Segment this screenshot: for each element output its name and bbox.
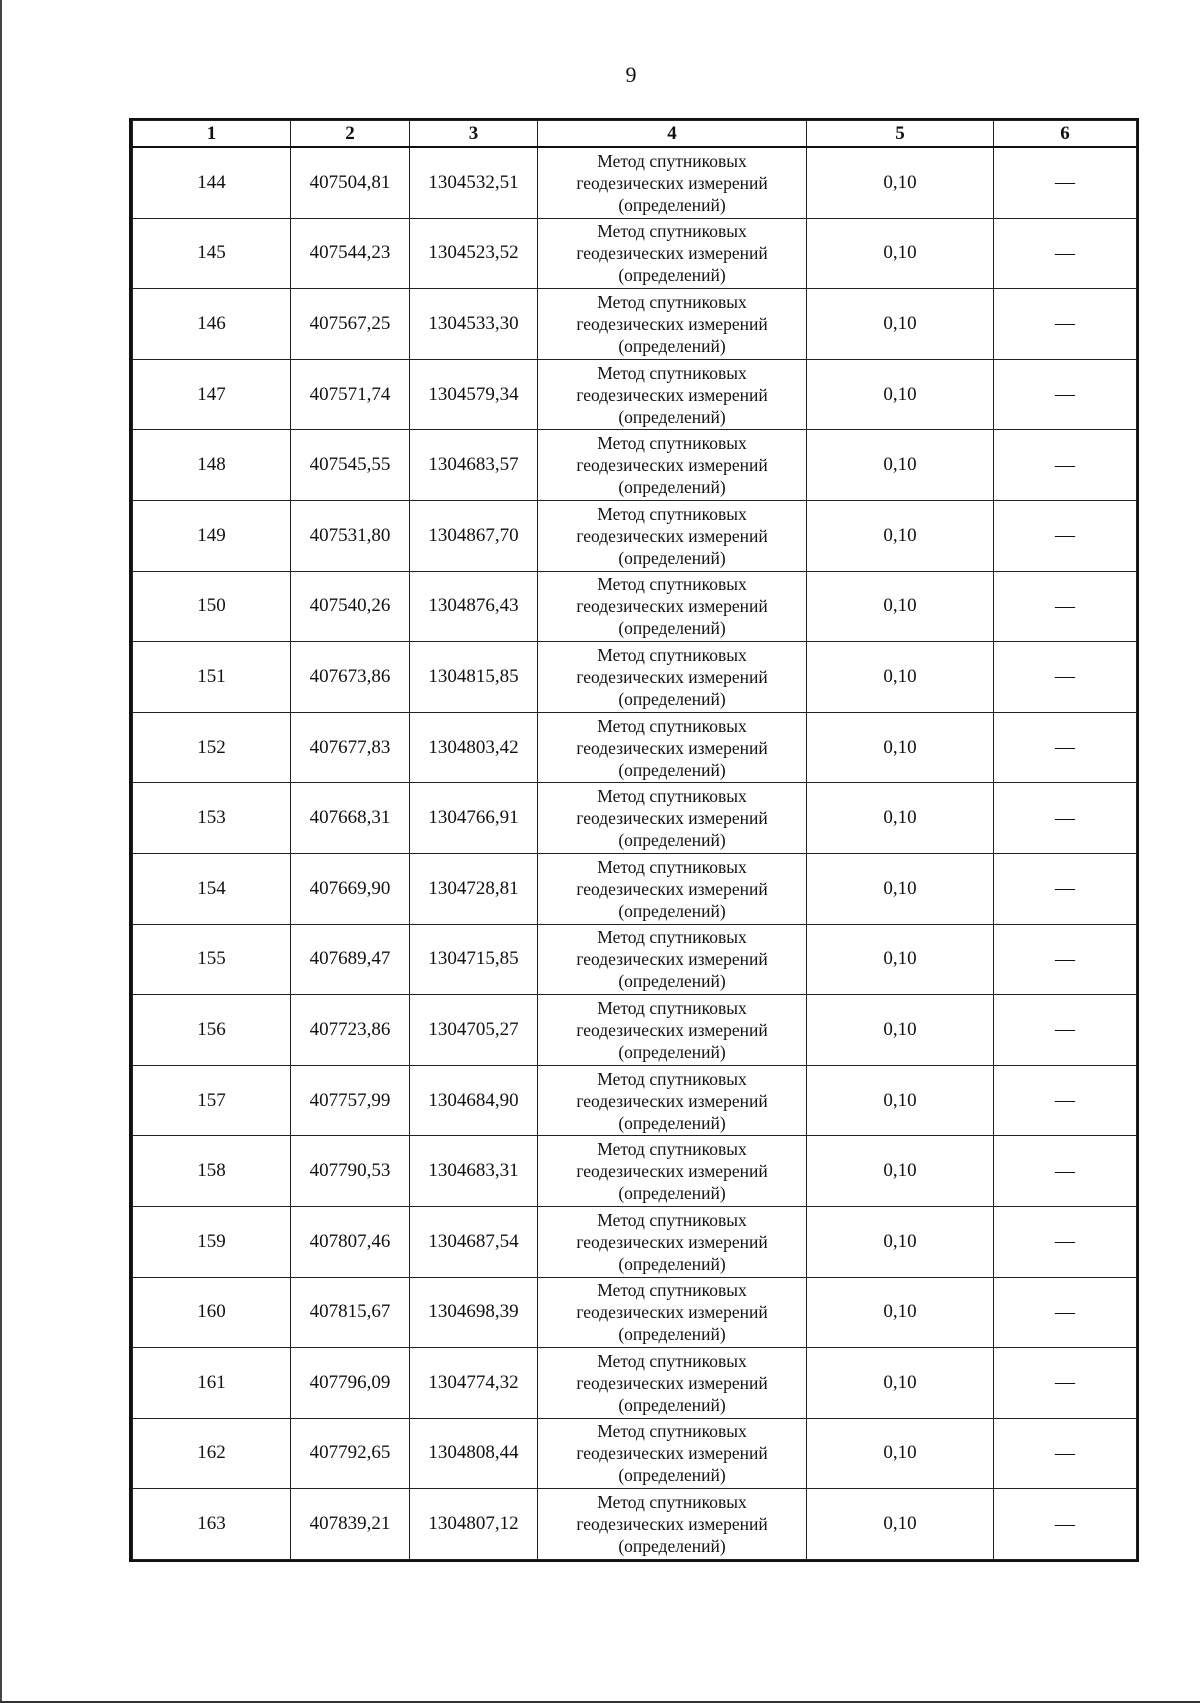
y-coordinate-cell: 1304579,34 [410, 359, 538, 430]
method-line-2: геодезических измерений [576, 1231, 768, 1252]
table-row [133, 571, 1137, 642]
method-cell [538, 289, 807, 360]
point-number-cell: 146 [133, 289, 291, 360]
method-line-3: (определений) [618, 194, 726, 215]
method-line-1: Метод спутниковых [597, 1421, 747, 1442]
method-line-3: (определений) [618, 406, 726, 427]
table-row [133, 430, 1137, 501]
point-number-cell: 157 [133, 1065, 291, 1136]
point-number-cell: 151 [133, 642, 291, 713]
method-line-2: геодезических измерений [576, 596, 768, 617]
method-line-2: геодезических измерений [576, 1302, 768, 1323]
accuracy-cell: 0,10 [807, 1348, 994, 1419]
accuracy-cell: 0,10 [807, 1065, 994, 1136]
method-line-1: Метод спутниковых [597, 1350, 747, 1371]
point-number-cell: 161 [133, 1348, 291, 1419]
point-number-cell: 147 [133, 359, 291, 430]
method-line-1: Метод спутниковых [597, 1068, 747, 1089]
table-row [133, 642, 1137, 713]
table-body [133, 147, 1137, 1559]
method-cell [538, 995, 807, 1066]
method-line-3: (определений) [618, 335, 726, 356]
x-coordinate-cell: 407540,26 [291, 571, 410, 642]
method-cell [538, 430, 807, 501]
method-line-2: геодезических измерений [576, 1090, 768, 1111]
method-cell [538, 1277, 807, 1348]
accuracy-cell: 0,10 [807, 1489, 994, 1560]
method-line-2: геодезических измерений [576, 1019, 768, 1040]
accuracy-cell: 0,10 [807, 218, 994, 289]
point-number-cell: 159 [133, 1206, 291, 1277]
method-line-3: (определений) [618, 1394, 726, 1415]
point-number-cell: 152 [133, 712, 291, 783]
method-line-2: геодезических измерений [576, 666, 768, 687]
method-line-2: геодезических измерений [576, 313, 768, 334]
method-line-3: (определений) [618, 688, 726, 709]
method-cell [538, 1489, 807, 1560]
x-coordinate-cell: 407673,86 [291, 642, 410, 713]
point-number-cell: 145 [133, 218, 291, 289]
x-coordinate-cell: 407545,55 [291, 430, 410, 501]
method-line-3: (определений) [618, 618, 726, 639]
method-line-3: (определений) [618, 1536, 726, 1557]
method-line-1: Метод спутниковых [597, 715, 747, 736]
y-coordinate-cell: 1304867,70 [410, 500, 538, 571]
method-cell [538, 218, 807, 289]
method-line-3: (определений) [618, 547, 726, 568]
y-coordinate-cell: 1304766,91 [410, 783, 538, 854]
x-coordinate-cell: 407815,67 [291, 1277, 410, 1348]
x-coordinate-cell: 407796,09 [291, 1348, 410, 1419]
x-coordinate-cell: 407669,90 [291, 853, 410, 924]
note-cell: — [994, 1418, 1137, 1489]
note-cell: — [994, 1065, 1137, 1136]
table-row [133, 783, 1137, 854]
method-line-1: Метод спутниковых [597, 221, 747, 242]
method-line-1: Метод спутниковых [597, 1209, 747, 1230]
method-line-1: Метод спутниковых [597, 1280, 747, 1301]
y-coordinate-cell: 1304698,39 [410, 1277, 538, 1348]
x-coordinate-cell: 407504,81 [291, 147, 410, 218]
x-coordinate-cell: 407668,31 [291, 783, 410, 854]
accuracy-cell: 0,10 [807, 289, 994, 360]
method-line-2: геодезических измерений [576, 384, 768, 405]
point-number-cell: 156 [133, 995, 291, 1066]
point-number-cell: 149 [133, 500, 291, 571]
point-number-cell: 144 [133, 147, 291, 218]
table-header-row [133, 121, 1137, 148]
method-line-1: Метод спутниковых [597, 574, 747, 595]
x-coordinate-cell: 407689,47 [291, 924, 410, 995]
y-coordinate-cell: 1304815,85 [410, 642, 538, 713]
accuracy-cell: 0,10 [807, 712, 994, 783]
method-line-3: (определений) [618, 1183, 726, 1204]
y-coordinate-cell: 1304687,54 [410, 1206, 538, 1277]
point-number-cell: 154 [133, 853, 291, 924]
table-row [133, 1136, 1137, 1207]
method-line-2: геодезических измерений [576, 878, 768, 899]
method-cell [538, 783, 807, 854]
accuracy-cell: 0,10 [807, 359, 994, 430]
method-cell [538, 1065, 807, 1136]
method-line-2: геодезических измерений [576, 1372, 768, 1393]
header-col-2: 2 [291, 121, 410, 148]
method-line-2: геодезических измерений [576, 949, 768, 970]
table-row [133, 147, 1137, 218]
table-row [133, 995, 1137, 1066]
note-cell: — [994, 783, 1137, 854]
method-line-3: (определений) [618, 265, 726, 286]
table-row [133, 500, 1137, 571]
method-line-1: Метод спутниковых [597, 291, 747, 312]
table-row [133, 853, 1137, 924]
method-line-1: Метод спутниковых [597, 786, 747, 807]
x-coordinate-cell: 407531,80 [291, 500, 410, 571]
method-line-1: Метод спутниковых [597, 1492, 747, 1513]
y-coordinate-cell: 1304807,12 [410, 1489, 538, 1560]
scan-left-edge [0, 0, 2, 1703]
method-line-1: Метод спутниковых [597, 1139, 747, 1160]
method-line-1: Метод спутниковых [597, 997, 747, 1018]
note-cell: — [994, 995, 1137, 1066]
method-line-2: геодезических измерений [576, 1161, 768, 1182]
method-cell [538, 1418, 807, 1489]
y-coordinate-cell: 1304808,44 [410, 1418, 538, 1489]
y-coordinate-cell: 1304728,81 [410, 853, 538, 924]
note-cell: — [994, 1489, 1137, 1560]
point-number-cell: 158 [133, 1136, 291, 1207]
method-line-3: (определений) [618, 971, 726, 992]
x-coordinate-cell: 407544,23 [291, 218, 410, 289]
method-line-2: геодезических измерений [576, 525, 768, 546]
point-number-cell: 150 [133, 571, 291, 642]
note-cell: — [994, 853, 1137, 924]
y-coordinate-cell: 1304523,52 [410, 218, 538, 289]
point-number-cell: 153 [133, 783, 291, 854]
method-cell [538, 147, 807, 218]
table-row [133, 1277, 1137, 1348]
y-coordinate-cell: 1304715,85 [410, 924, 538, 995]
table-row [133, 1348, 1137, 1419]
x-coordinate-cell: 407567,25 [291, 289, 410, 360]
method-line-3: (определений) [618, 1041, 726, 1062]
table-row [133, 289, 1137, 360]
method-line-1: Метод спутниковых [597, 503, 747, 524]
note-cell: — [994, 924, 1137, 995]
method-line-2: геодезических измерений [576, 737, 768, 758]
method-line-2: геодезических измерений [576, 1514, 768, 1535]
header-col-1: 1 [133, 121, 291, 148]
header-col-4: 4 [538, 121, 807, 148]
method-cell [538, 1206, 807, 1277]
accuracy-cell: 0,10 [807, 642, 994, 713]
x-coordinate-cell: 407757,99 [291, 1065, 410, 1136]
note-cell: — [994, 500, 1137, 571]
note-cell: — [994, 218, 1137, 289]
note-cell: — [994, 147, 1137, 218]
table-row [133, 1065, 1137, 1136]
header-col-6: 6 [994, 121, 1137, 148]
x-coordinate-cell: 407677,83 [291, 712, 410, 783]
method-line-2: геодезических измерений [576, 808, 768, 829]
method-line-1: Метод спутниковых [597, 433, 747, 454]
note-cell: — [994, 1277, 1137, 1348]
method-line-3: (определений) [618, 830, 726, 851]
table-row [133, 712, 1137, 783]
method-line-3: (определений) [618, 1324, 726, 1345]
x-coordinate-cell: 407807,46 [291, 1206, 410, 1277]
note-cell: — [994, 712, 1137, 783]
coordinates-table-frame [129, 118, 1139, 1562]
note-cell: — [994, 430, 1137, 501]
method-line-3: (определений) [618, 759, 726, 780]
table-row [133, 359, 1137, 430]
accuracy-cell: 0,10 [807, 430, 994, 501]
point-number-cell: 148 [133, 430, 291, 501]
x-coordinate-cell: 407790,53 [291, 1136, 410, 1207]
method-line-3: (определений) [618, 1465, 726, 1486]
method-line-1: Метод спутниковых [597, 362, 747, 383]
accuracy-cell: 0,10 [807, 571, 994, 642]
method-line-3: (определений) [618, 900, 726, 921]
y-coordinate-cell: 1304774,32 [410, 1348, 538, 1419]
point-number-cell: 160 [133, 1277, 291, 1348]
accuracy-cell: 0,10 [807, 995, 994, 1066]
method-line-3: (определений) [618, 477, 726, 498]
y-coordinate-cell: 1304705,27 [410, 995, 538, 1066]
method-line-1: Метод спутниковых [597, 927, 747, 948]
x-coordinate-cell: 407839,21 [291, 1489, 410, 1560]
accuracy-cell: 0,10 [807, 1418, 994, 1489]
accuracy-cell: 0,10 [807, 1136, 994, 1207]
method-cell [538, 642, 807, 713]
method-cell [538, 924, 807, 995]
method-cell [538, 1348, 807, 1419]
note-cell: — [994, 359, 1137, 430]
accuracy-cell: 0,10 [807, 147, 994, 218]
method-cell [538, 359, 807, 430]
y-coordinate-cell: 1304684,90 [410, 1065, 538, 1136]
accuracy-cell: 0,10 [807, 853, 994, 924]
y-coordinate-cell: 1304683,31 [410, 1136, 538, 1207]
note-cell: — [994, 571, 1137, 642]
point-number-cell: 163 [133, 1489, 291, 1560]
x-coordinate-cell: 407571,74 [291, 359, 410, 430]
header-col-3: 3 [410, 121, 538, 148]
method-line-3: (определений) [618, 1112, 726, 1133]
table-row [133, 1418, 1137, 1489]
table-row [133, 218, 1137, 289]
note-cell: — [994, 1206, 1137, 1277]
method-line-2: геодезических измерений [576, 455, 768, 476]
accuracy-cell: 0,10 [807, 783, 994, 854]
accuracy-cell: 0,10 [807, 500, 994, 571]
coordinates-table [132, 120, 1137, 1560]
table-row [133, 1489, 1137, 1560]
accuracy-cell: 0,10 [807, 1206, 994, 1277]
method-cell [538, 571, 807, 642]
table-row [133, 1206, 1137, 1277]
point-number-cell: 162 [133, 1418, 291, 1489]
x-coordinate-cell: 407723,86 [291, 995, 410, 1066]
note-cell: — [994, 1136, 1137, 1207]
table-row [133, 924, 1137, 995]
x-coordinate-cell: 407792,65 [291, 1418, 410, 1489]
note-cell: — [994, 289, 1137, 360]
y-coordinate-cell: 1304803,42 [410, 712, 538, 783]
y-coordinate-cell: 1304876,43 [410, 571, 538, 642]
method-cell [538, 853, 807, 924]
page-number: 9 [625, 62, 637, 87]
point-number-cell: 155 [133, 924, 291, 995]
y-coordinate-cell: 1304532,51 [410, 147, 538, 218]
method-line-1: Метод спутниковых [597, 150, 747, 171]
method-line-2: геодезических измерений [576, 243, 768, 264]
header-col-5: 5 [807, 121, 994, 148]
note-cell: — [994, 1348, 1137, 1419]
note-cell: — [994, 642, 1137, 713]
method-line-1: Метод спутниковых [597, 856, 747, 877]
method-line-2: геодезических измерений [576, 1443, 768, 1464]
method-line-2: геодезических измерений [576, 172, 768, 193]
y-coordinate-cell: 1304683,57 [410, 430, 538, 501]
method-cell [538, 1136, 807, 1207]
accuracy-cell: 0,10 [807, 1277, 994, 1348]
method-cell [538, 712, 807, 783]
accuracy-cell: 0,10 [807, 924, 994, 995]
method-cell [538, 500, 807, 571]
method-line-1: Метод спутниковых [597, 644, 747, 665]
y-coordinate-cell: 1304533,30 [410, 289, 538, 360]
method-line-3: (определений) [618, 1253, 726, 1274]
